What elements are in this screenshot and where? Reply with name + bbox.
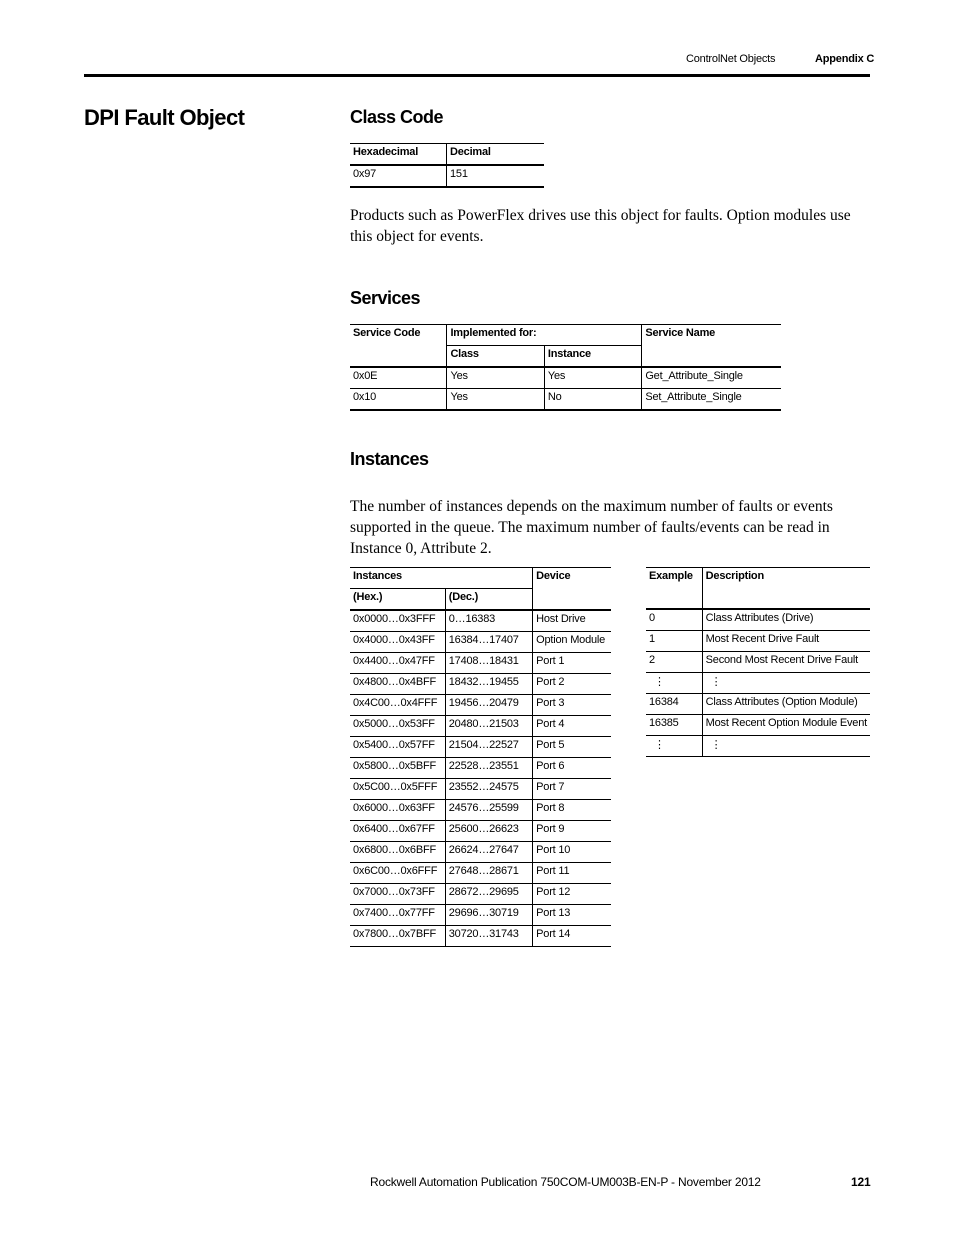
service-code: 0x10 bbox=[350, 389, 447, 411]
example-value: 0 bbox=[646, 609, 702, 631]
instance-hex: 0x7000…0x73FF bbox=[350, 884, 445, 905]
instance-device: Port 10 bbox=[533, 842, 611, 863]
instance-device: Port 11 bbox=[533, 863, 611, 884]
col-implemented-for: Implemented for: bbox=[447, 325, 642, 346]
table-row bbox=[350, 779, 611, 800]
example-value: 16384 bbox=[646, 694, 702, 715]
instance-hex: 0x6000…0x63FF bbox=[350, 800, 445, 821]
instance-hex: 0x5000…0x53FF bbox=[350, 716, 445, 737]
service-name: Get_Attribute_Single bbox=[642, 367, 781, 389]
table-row bbox=[646, 715, 870, 736]
instance-dec: 27648…28671 bbox=[445, 863, 532, 884]
col-service-name: Service Name bbox=[642, 325, 781, 346]
instance-dec: 17408…18431 bbox=[445, 653, 532, 674]
instance-hex: 0x4000…0x43FF bbox=[350, 632, 445, 653]
instance-dec: 21504…22527 bbox=[445, 737, 532, 758]
col-service-code-blank bbox=[350, 346, 447, 368]
instance-device: Port 8 bbox=[533, 800, 611, 821]
instance-dec: 20480…21503 bbox=[445, 716, 532, 737]
table-row bbox=[350, 926, 611, 947]
instance-hex: 0x7400…0x77FF bbox=[350, 905, 445, 926]
services-table bbox=[350, 324, 781, 411]
table-row bbox=[350, 367, 781, 389]
instance-device: Port 6 bbox=[533, 758, 611, 779]
footer-publication: Rockwell Automation Publication 750COM-UM003B-EN-P - November 2012 bbox=[370, 1175, 761, 1189]
instance-hex: 0x4800…0x4BFF bbox=[350, 674, 445, 695]
instances-heading: Instances bbox=[350, 449, 429, 469]
example-description: Most Recent Drive Fault bbox=[702, 631, 870, 652]
col-device: Device bbox=[533, 568, 611, 589]
instance-device: Port 14 bbox=[533, 926, 611, 947]
example-description: ⋮ bbox=[702, 673, 870, 694]
instance-device: Port 7 bbox=[533, 779, 611, 800]
table-row bbox=[350, 716, 611, 737]
header-section: ControlNet Objects bbox=[686, 53, 776, 65]
table-row bbox=[350, 695, 611, 716]
service-instance: Yes bbox=[544, 367, 641, 389]
instance-hex: 0x5800…0x5BFF bbox=[350, 758, 445, 779]
instance-dec: 26624…27647 bbox=[445, 842, 532, 863]
table-row bbox=[646, 652, 870, 673]
page-number: 121 bbox=[851, 1175, 871, 1189]
instance-dec: 23552…24575 bbox=[445, 779, 532, 800]
examples-table bbox=[646, 567, 870, 757]
instance-hex: 0x0000…0x3FFF bbox=[350, 610, 445, 632]
col-service-code: Service Code bbox=[350, 325, 447, 346]
instance-device: Port 12 bbox=[533, 884, 611, 905]
table-row bbox=[350, 632, 611, 653]
instance-device: Port 1 bbox=[533, 653, 611, 674]
instance-hex: 0x6C00…0x6FFF bbox=[350, 863, 445, 884]
example-description: Most Recent Option Module Event bbox=[702, 715, 870, 736]
table-row bbox=[646, 631, 870, 652]
page-title: DPI Fault Object bbox=[84, 105, 245, 130]
instance-device: Option Module bbox=[533, 632, 611, 653]
class-code-dec: 151 bbox=[447, 165, 545, 187]
instance-device: Port 5 bbox=[533, 737, 611, 758]
table-row bbox=[646, 609, 870, 631]
instance-device: Port 2 bbox=[533, 674, 611, 695]
class-code-hex: 0x97 bbox=[350, 165, 447, 187]
col-decimal: Decimal bbox=[447, 144, 545, 166]
table-row bbox=[350, 884, 611, 905]
table-row bbox=[646, 736, 870, 757]
instance-dec: 0…16383 bbox=[445, 610, 532, 632]
example-value: 1 bbox=[646, 631, 702, 652]
instance-dec: 25600…26623 bbox=[445, 821, 532, 842]
class-code-paragraph: Products such as PowerFlex drives use this object for faults. Option modules use this object for events. bbox=[350, 207, 851, 245]
col-instance: Instance bbox=[544, 346, 641, 368]
col-hex: (Hex.) bbox=[350, 589, 445, 611]
instance-device: Port 3 bbox=[533, 695, 611, 716]
col-example: Example bbox=[646, 568, 702, 610]
example-description: Second Most Recent Drive Fault bbox=[702, 652, 870, 673]
instance-hex: 0x5400…0x57FF bbox=[350, 737, 445, 758]
instance-dec: 29696…30719 bbox=[445, 905, 532, 926]
col-service-name-blank bbox=[642, 346, 781, 368]
instance-hex: 0x6800…0x6BFF bbox=[350, 842, 445, 863]
table-row bbox=[646, 673, 870, 694]
table-row bbox=[350, 758, 611, 779]
col-class: Class bbox=[447, 346, 544, 368]
instance-hex: 0x4400…0x47FF bbox=[350, 653, 445, 674]
col-description: Description bbox=[702, 568, 870, 610]
instance-hex: 0x7800…0x7BFF bbox=[350, 926, 445, 947]
services-heading: Services bbox=[350, 288, 421, 308]
example-description: Class Attributes (Option Module) bbox=[702, 694, 870, 715]
example-value: 16385 bbox=[646, 715, 702, 736]
example-value: ⋮ bbox=[646, 736, 702, 757]
service-instance: No bbox=[544, 389, 641, 411]
example-value: 2 bbox=[646, 652, 702, 673]
instances-table bbox=[350, 567, 611, 947]
instance-device: Port 13 bbox=[533, 905, 611, 926]
example-description: Class Attributes (Drive) bbox=[702, 609, 870, 631]
table-row bbox=[350, 389, 781, 411]
instance-dec: 16384…17407 bbox=[445, 632, 532, 653]
instance-dec: 18432…19455 bbox=[445, 674, 532, 695]
service-name: Set_Attribute_Single bbox=[642, 389, 781, 411]
instance-dec: 28672…29695 bbox=[445, 884, 532, 905]
table-row bbox=[350, 737, 611, 758]
instance-dec: 19456…20479 bbox=[445, 695, 532, 716]
class-code-heading: Class Code bbox=[350, 107, 444, 127]
table-row bbox=[350, 863, 611, 884]
table-row bbox=[350, 653, 611, 674]
header-appendix: Appendix C bbox=[815, 53, 875, 65]
instances-paragraph: The number of instances depends on the maximum number of faults or events supported in the queue. The maximum number of faults/events can be read in Instance 0, Attribute 2. bbox=[350, 498, 833, 557]
table-row bbox=[350, 674, 611, 695]
table-row bbox=[350, 800, 611, 821]
example-description: ⋮ bbox=[702, 736, 870, 757]
col-instances: Instances bbox=[350, 568, 533, 589]
instance-device: Port 4 bbox=[533, 716, 611, 737]
instance-hex: 0x6400…0x67FF bbox=[350, 821, 445, 842]
col-hexadecimal: Hexadecimal bbox=[350, 144, 447, 166]
service-class: Yes bbox=[447, 367, 544, 389]
instance-dec: 22528…23551 bbox=[445, 758, 532, 779]
instance-hex: 0x5C00…0x5FFF bbox=[350, 779, 445, 800]
instance-device: Port 9 bbox=[533, 821, 611, 842]
header-rule bbox=[84, 74, 870, 77]
example-value: ⋮ bbox=[646, 673, 702, 694]
table-row bbox=[350, 842, 611, 863]
table-row bbox=[350, 821, 611, 842]
col-dec: (Dec.) bbox=[445, 589, 532, 611]
instance-dec: 24576…25599 bbox=[445, 800, 532, 821]
col-device-blank bbox=[533, 589, 611, 611]
instance-hex: 0x4C00…0x4FFF bbox=[350, 695, 445, 716]
instance-dec: 30720…31743 bbox=[445, 926, 532, 947]
class-code-table bbox=[350, 143, 544, 188]
table-row bbox=[646, 694, 870, 715]
table-row bbox=[350, 610, 611, 632]
service-code: 0x0E bbox=[350, 367, 447, 389]
service-class: Yes bbox=[447, 389, 544, 411]
instance-device: Host Drive bbox=[533, 610, 611, 632]
table-row bbox=[350, 905, 611, 926]
